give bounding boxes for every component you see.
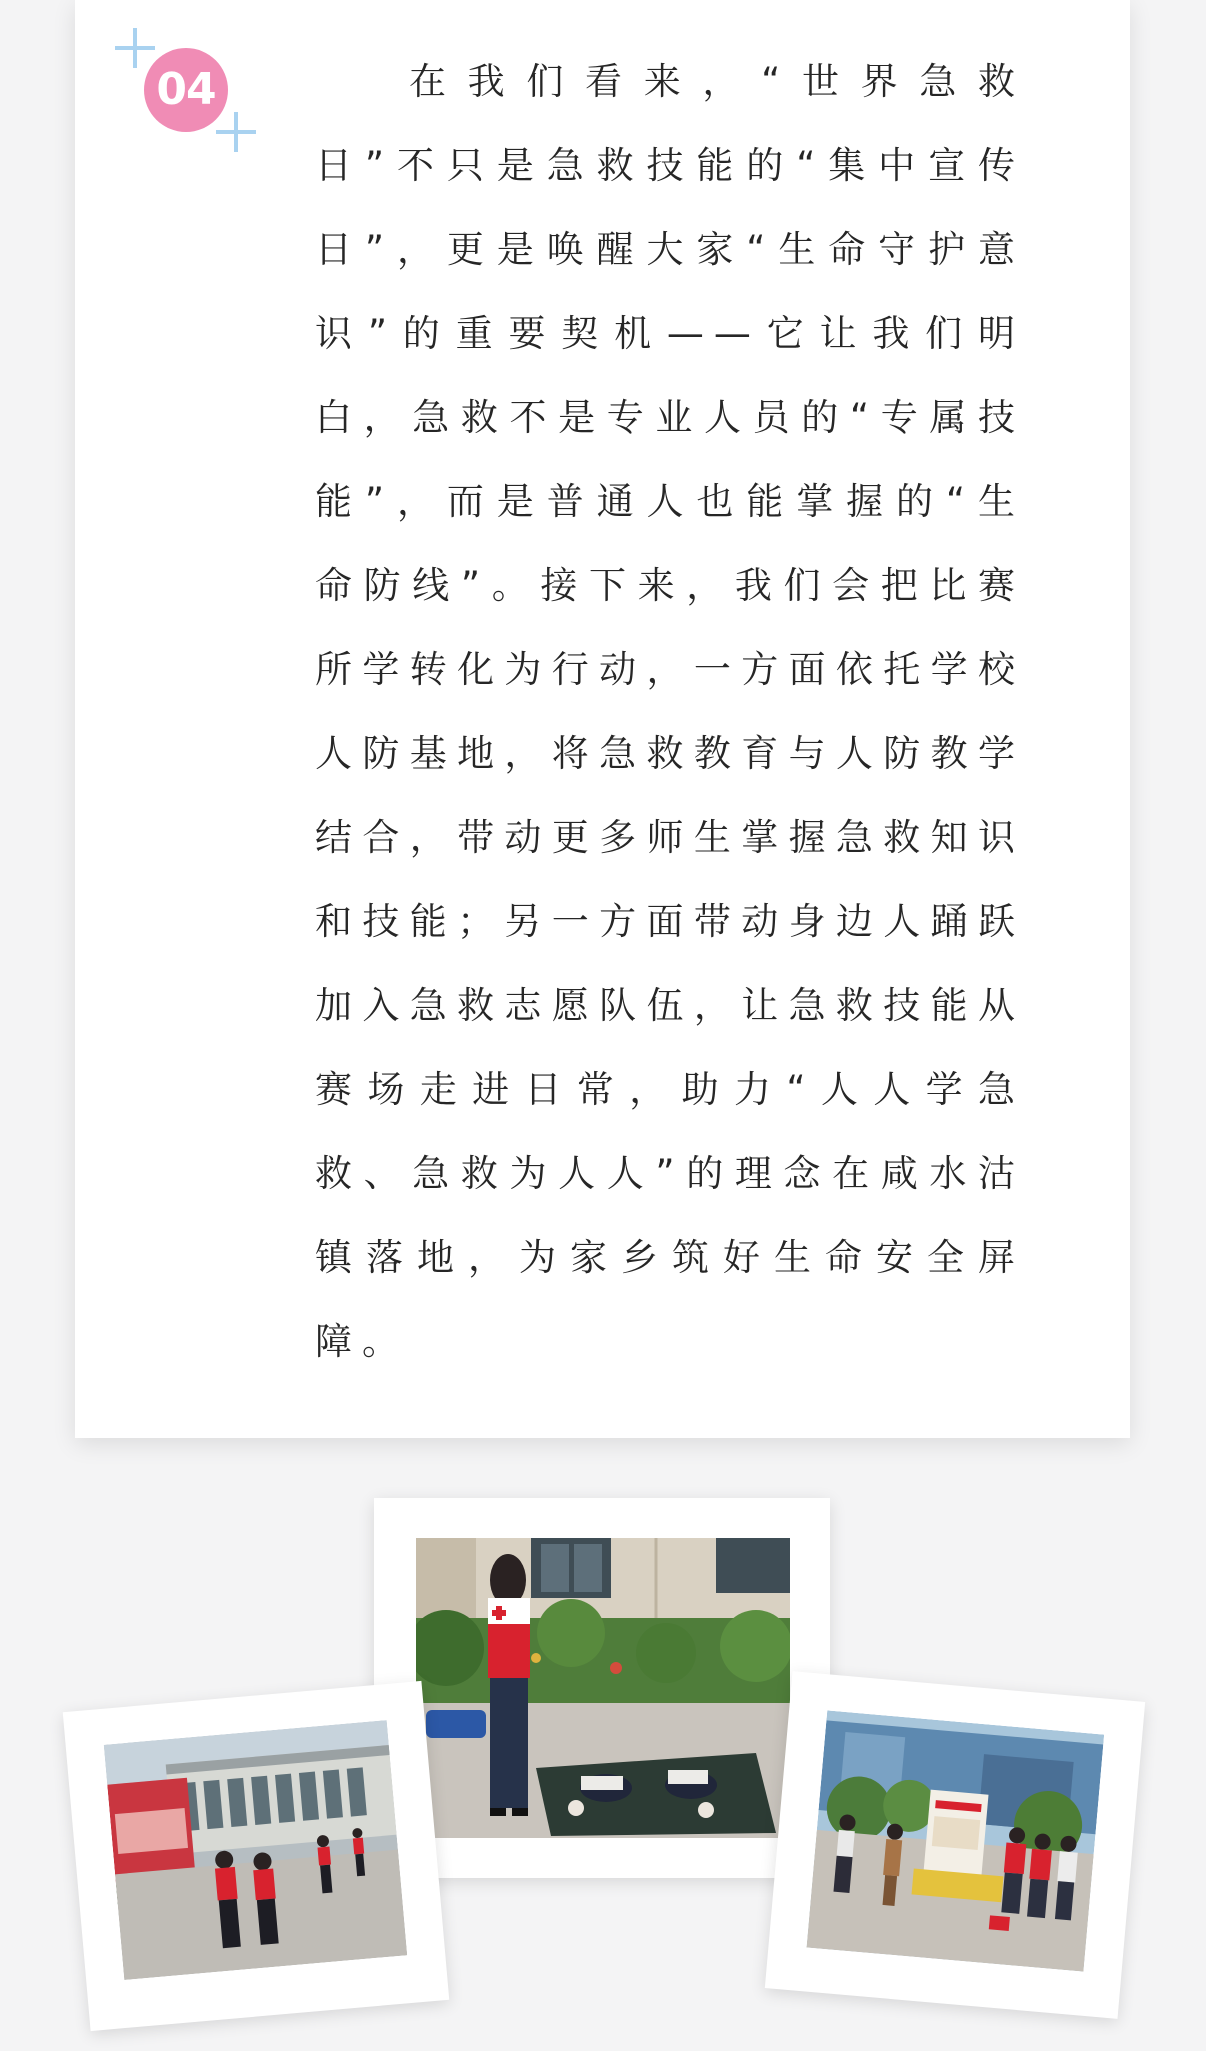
volunteer-booth-photo — [807, 1710, 1105, 1971]
photo-outdoor-event[interactable] — [63, 1681, 450, 2031]
outdoor-event-photo — [104, 1720, 407, 1980]
photo-cpr-training[interactable] — [374, 1498, 830, 1878]
plus-decoration-icon — [216, 112, 256, 152]
article-paragraph: 在我们看来，“世界急救日”不只是急救技能的“集中宣传日”，更是唤醒大家“生命守护意识”的重要契机——它让我们明白，急救不是专业人员的“专属技能”，而是普通人也能掌握的“生命防线”。接下来，我们会把比赛所学转化为行动，一方面依托学校人防基地，将急救教育与人防教学结合，带动更多师生掌握急救知识和技能；另一方面带动身边人踊跃加入急救志愿队伍，让急救技能从赛场走进日常，助力“人人学急救、急救为人人”的理念在咸水沽镇落地，为家乡筑好生命安全屏障。 — [315, 60, 1025, 1363]
photo-volunteer-booth[interactable] — [765, 1671, 1145, 2019]
section-number-badge: 04 — [144, 48, 228, 132]
plus-decoration-icon — [115, 28, 155, 68]
cpr-training-photo — [416, 1538, 790, 1838]
